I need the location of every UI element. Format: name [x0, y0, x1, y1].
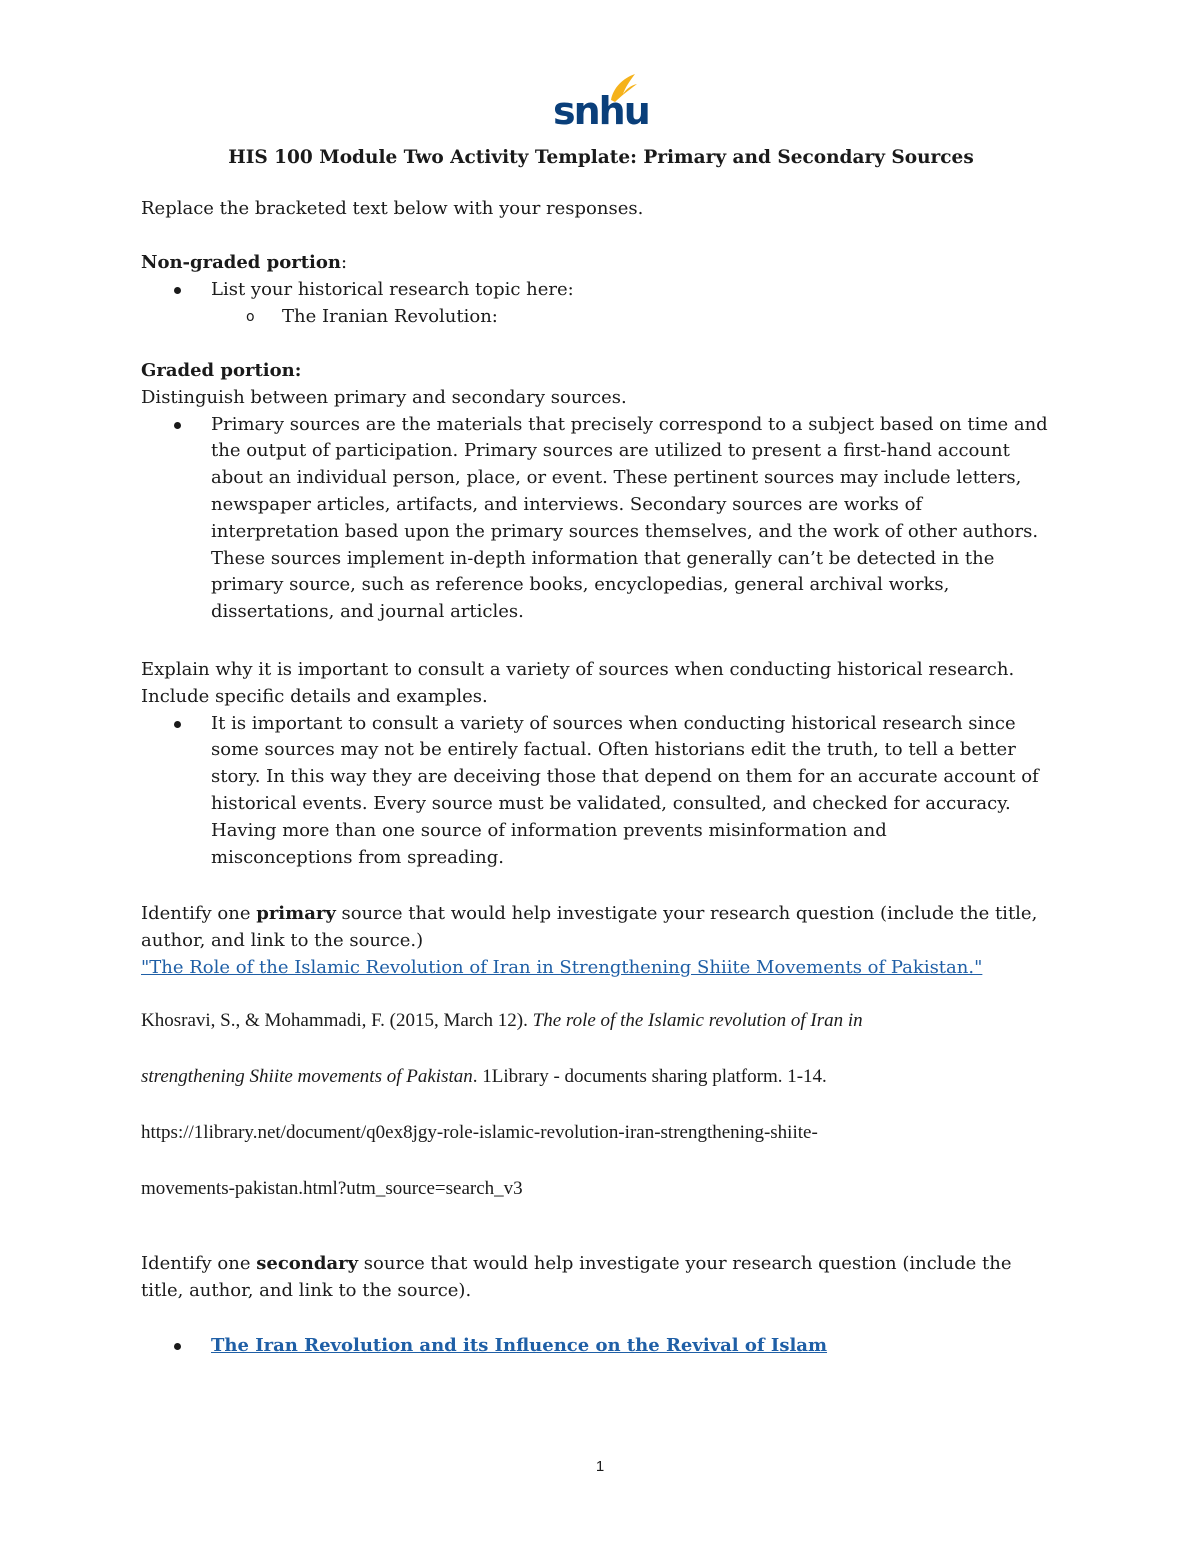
- answer-line: the output of participation. Primary sources are utilized to present a first-hand account: [211, 440, 1010, 462]
- citation-publisher: . 1Library - documents sharing platform. 1-14.: [472, 1066, 827, 1087]
- secondary-source-section: [141, 1251, 1071, 1305]
- answer-line: Primary sources are the materials that precisely correspond to a subject based on time and: [211, 413, 1048, 435]
- secondary-source-link[interactable]: The Iran Revolution and its Influence on the Revival of Islam: [211, 1335, 828, 1356]
- answer-line: These sources implement in-depth information that generally can’t be detected in the: [211, 547, 995, 569]
- answer-distinguish: [211, 412, 1071, 626]
- answer-line: about an individual person, place, or event. These pertinent sources may include letters,: [211, 467, 1022, 489]
- answer-variety: [211, 711, 1071, 872]
- primary-source-link[interactable]: "The Role of the Islamic Revolution of Iran in Strengthening Shiite Movements of Pakistan.": [141, 956, 983, 978]
- non-graded-section: [141, 250, 1071, 330]
- primary-prompt: [141, 901, 1071, 928]
- answer-line: newspaper articles, artifacts, and interviews. Secondary sources are works of: [211, 493, 923, 515]
- citation-title: strengthening Shiite movements of Pakistan: [141, 1066, 473, 1087]
- prompt-text: source that would help investigate your research question (include the: [358, 1253, 1012, 1274]
- answer-line: It is important to consult a variety of sources when conducting historical research since: [211, 712, 1016, 734]
- answer-line: primary source, such as reference books, encyclopedias, general archival works,: [211, 574, 950, 596]
- secondary-prompt-line2: title, author, and link to the source).: [141, 1279, 472, 1301]
- topic-prompt: List your historical research topic here:: [211, 278, 574, 300]
- citation-title: The role of the Islamic revolution of Iran in: [532, 1010, 863, 1031]
- prompt-line: Include specific details and examples.: [141, 685, 488, 707]
- bullet-icon: [174, 721, 181, 728]
- page-number: 1: [595, 1458, 605, 1475]
- logo-text: snhu: [553, 89, 649, 133]
- graded-heading: Graded portion:: [141, 360, 302, 381]
- list-item: [141, 1333, 1071, 1360]
- prompt-emphasis: secondary: [256, 1253, 359, 1274]
- instructions: Replace the bracketed text below with your responses.: [141, 198, 644, 219]
- list-item: [141, 711, 1071, 872]
- citation-url: https://1library.net/document/q0ex8jgy-role-islamic-revolution-iran-strengthening-shiite-: [141, 1122, 818, 1143]
- list-item: [141, 304, 1071, 331]
- prompt-text: Identify one: [141, 903, 257, 924]
- citation-url: movements-pakistan.html?utm_source=search_v3: [141, 1178, 523, 1199]
- prompt-variety: [141, 657, 1071, 711]
- secondary-prompt: [141, 1251, 1071, 1278]
- prompt-emphasis: primary: [256, 903, 336, 924]
- answer-line: dissertations, and journal articles.: [211, 601, 524, 623]
- research-topic: The Iranian Revolution:: [282, 305, 498, 327]
- list-item: [141, 412, 1071, 626]
- sub-bullet-icon: o: [246, 308, 255, 325]
- answer-line: interpretation based upon the primary sources themselves, and the work of other authors.: [211, 520, 1039, 542]
- bullet-icon: [174, 422, 181, 429]
- prompt-distinguish: Distinguish between primary and secondary sources.: [141, 386, 627, 408]
- answer-line: historical events. Every source must be validated, consulted, and checked for accuracy.: [211, 792, 1011, 814]
- answer-line: misconceptions from spreading.: [211, 846, 504, 868]
- page-title: HIS 100 Module Two Activity Template: Primary and Secondary Sources: [228, 147, 974, 168]
- primary-source-section: [141, 901, 1071, 981]
- non-graded-heading: Non-graded portion: [141, 252, 341, 273]
- citation: [141, 1008, 1071, 1232]
- graded-section: [141, 358, 1071, 626]
- bullet-icon: [174, 1343, 181, 1350]
- list-item: [141, 277, 1071, 304]
- bullet-icon: [174, 287, 181, 294]
- heading-colon: :: [340, 252, 348, 273]
- answer-line: some sources may not be entirely factual. Often historians edit the truth, to tell a better: [211, 739, 1016, 761]
- snhu-logo: [553, 72, 649, 134]
- variety-section: [141, 657, 1071, 871]
- prompt-text: source that would help investigate your research question (include the title,: [335, 903, 1038, 924]
- citation-authors: Khosravi, S., & Mohammadi, F. (2015, March 12).: [141, 1010, 533, 1031]
- prompt-text: Identify one: [141, 1253, 257, 1274]
- answer-line: Having more than one source of information prevents misinformation and: [211, 819, 887, 841]
- secondary-source-list: [141, 1333, 1071, 1360]
- answer-line: story. In this way they are deceiving those that depend on them for an accurate account of: [211, 766, 1039, 788]
- prompt-line: Explain why it is important to consult a variety of sources when conducting historical research.: [141, 659, 1015, 680]
- primary-prompt-line2: author, and link to the source.): [141, 929, 424, 951]
